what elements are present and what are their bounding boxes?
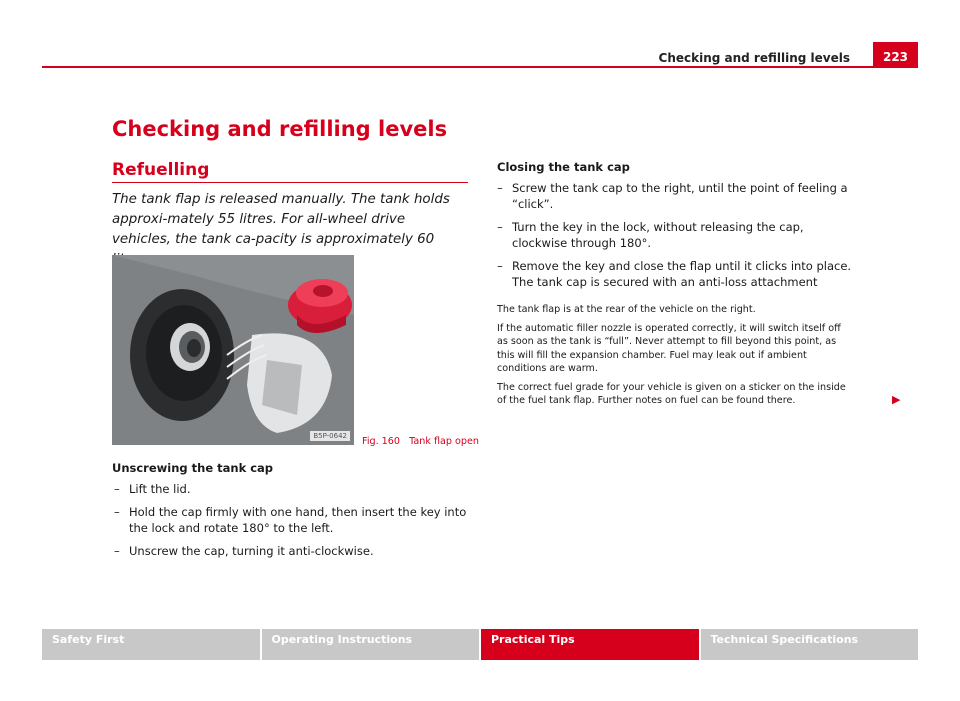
tank-flap-illustration xyxy=(112,255,354,445)
section-rule xyxy=(112,182,468,183)
footer-tab-safety-first[interactable]: Safety First xyxy=(42,629,260,660)
step-marker: – xyxy=(497,259,503,273)
caption-number: Fig. 160 xyxy=(362,436,400,447)
caption-text: Tank flap open xyxy=(409,436,479,447)
list-item: – Unscrew the cap, turning it anti-clockwise. xyxy=(114,544,374,558)
closing-title: Closing the tank cap xyxy=(497,160,630,174)
step-marker: – xyxy=(114,544,120,558)
figure-code: B5P-0642 xyxy=(310,431,350,441)
footer-tab-practical-tips[interactable]: Practical Tips xyxy=(481,629,699,660)
list-item: – Lift the lid. xyxy=(114,482,191,496)
tank-flap-figure xyxy=(112,255,354,445)
notes-block xyxy=(497,303,853,413)
page-number: 223 xyxy=(873,42,918,67)
step-marker: – xyxy=(114,505,120,519)
footer-tab-operating-instructions[interactable]: Operating Instructions xyxy=(262,629,480,660)
list-item: – Turn the key in the lock, without releasing the cap, clockwise through 180°. xyxy=(497,220,804,250)
note-paragraph: The correct fuel grade for your vehicle is given on a sticker on the inside of the fuel tank flap. Further notes on fuel can be found there. xyxy=(497,381,846,406)
header-rule xyxy=(42,66,918,68)
list-item: – Screw the tank cap to the right, until the point of feeling a “click”. xyxy=(497,181,848,211)
chapter-title: Checking and refilling levels xyxy=(112,117,448,141)
note-paragraph: The tank flap is at the rear of the vehicle on the right. xyxy=(497,304,756,315)
intro-text: The tank flap is released manually. The tank holds approxi-mately 55 litres. For all-wheel drive vehicles, the tank ca-pacity is approximately 60 xyxy=(112,192,450,247)
list-item: – Hold the cap firmly with one hand, then insert the key into the lock and rotate 180° to the left. xyxy=(114,505,467,535)
footer-nav xyxy=(42,629,918,660)
running-header: Checking and refilling levels xyxy=(658,51,850,65)
step-marker: – xyxy=(497,181,503,195)
unscrewing-steps xyxy=(114,481,468,566)
step-marker: – xyxy=(497,220,503,234)
note-paragraph: If the automatic filler nozzle is operated correctly, it will switch itself off as soon as the tank is “full”. Never attempt to fill beyond this point, as this will fill the expansion chamber. Fuel may leak out if ambient conditions are warm. xyxy=(497,322,841,374)
closing-steps xyxy=(497,180,853,297)
footer-tab-technical-specifications[interactable]: Technical Specifications xyxy=(701,629,919,660)
continue-arrow-icon: ▶ xyxy=(892,393,901,406)
step-marker: – xyxy=(114,482,120,496)
section-title: Refuelling xyxy=(112,160,210,180)
list-item: – Remove the key and close the flap until it clicks into place. The tank cap is secured with an anti-loss attachment xyxy=(497,259,852,289)
figure-caption xyxy=(362,436,479,447)
unscrewing-title: Unscrewing the tank cap xyxy=(112,461,274,475)
